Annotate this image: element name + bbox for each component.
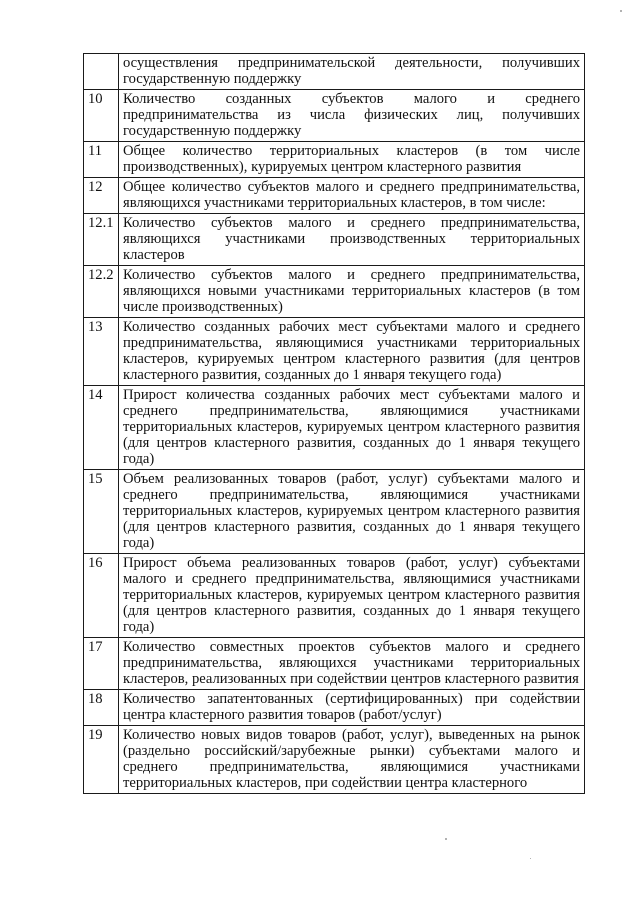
table-row [84,142,585,178]
row-number: 12.1 [84,214,119,266]
indicator-text: Количество созданных субъектов малого и среднего предпринимательства из числа физических лиц, получивших государственную поддержку [119,90,585,142]
indicator-text: Количество созданных рабочих мест субъектами малого и среднего предпринимательства, являющимися участниками территориальных кластеров, курируемых центром кластерного развития (для центров кластерного развития, созданных до 1 января текущего года) [119,318,585,386]
indicator-text: осуществления предпринимательской деятельности, получивших государственную поддержку [119,54,585,90]
indicator-text: Общее количество территориальных кластеров (в том числе производственных), курируемых центром кластерного развития [119,142,585,178]
row-number [84,54,119,90]
scan-speck [530,858,531,859]
table-row [84,638,585,690]
indicator-text: Объем реализованных товаров (работ, услуг) субъектами малого и среднего предпринимательства, являющимися участниками территориальных кластеров, курируемых центром кластерного развития (для центров кластерного развития, созданных до 1 января текущего года) [119,470,585,554]
indicator-text: Прирост объема реализованных товаров (работ, услуг) субъектами малого и среднего предпринимательства, являющимися участниками территориальных кластеров, курируемых центром кластерного развития (для центров кластерного развития, созданных до 1 января текущего года) [119,554,585,638]
indicator-text: Общее количество субъектов малого и среднего предпринимательства, являющихся участниками территориальных кластеров, в том числе: [119,178,585,214]
scan-speck [620,10,622,12]
table-row [84,690,585,726]
indicators-table [83,53,585,794]
row-number: 14 [84,386,119,470]
indicator-text: Количество субъектов малого и среднего предпринимательства, являющихся новыми участниками территориальных кластеров (в том числе производственных) [119,266,585,318]
indicator-text: Количество совместных проектов субъектов малого и среднего предпринимательства, являющихся участниками территориальных кластеров, реализованных при содействии центров кластерного развития [119,638,585,690]
document-body [83,53,585,794]
indicator-text: Прирост количества созданных рабочих мест субъектами малого и среднего предпринимательства, являющимися участниками территориальных кластеров, курируемых центром кластерного развития (для центров кластерного развития, созданных до 1 января текущего года) [119,386,585,470]
row-number: 11 [84,142,119,178]
row-number: 17 [84,638,119,690]
table-row [84,266,585,318]
table-row [84,470,585,554]
row-number: 15 [84,470,119,554]
table-row [84,214,585,266]
indicator-text: Количество субъектов малого и среднего предпринимательства, являющихся участниками производственных территориальных кластеров [119,214,585,266]
row-number: 16 [84,554,119,638]
indicators-table-body [84,54,585,794]
indicator-text: Количество новых видов товаров (работ, услуг), выведенных на рынок (раздельно российский/зарубежные рынки) субъектами малого и среднего предпринимательства, являющимися участниками территориальных кластеров, при содействии центра кластерного [119,726,585,794]
row-number: 12.2 [84,266,119,318]
table-row [84,386,585,470]
table-row [84,726,585,794]
scan-speck [445,838,447,840]
row-number: 12 [84,178,119,214]
table-row [84,54,585,90]
row-number: 10 [84,90,119,142]
table-row [84,554,585,638]
indicator-text: Количество запатентованных (сертифицированных) при содействии центра кластерного развития товаров (работ/услуг) [119,690,585,726]
row-number: 19 [84,726,119,794]
table-row [84,178,585,214]
row-number: 18 [84,690,119,726]
row-number: 13 [84,318,119,386]
table-row [84,90,585,142]
table-row [84,318,585,386]
